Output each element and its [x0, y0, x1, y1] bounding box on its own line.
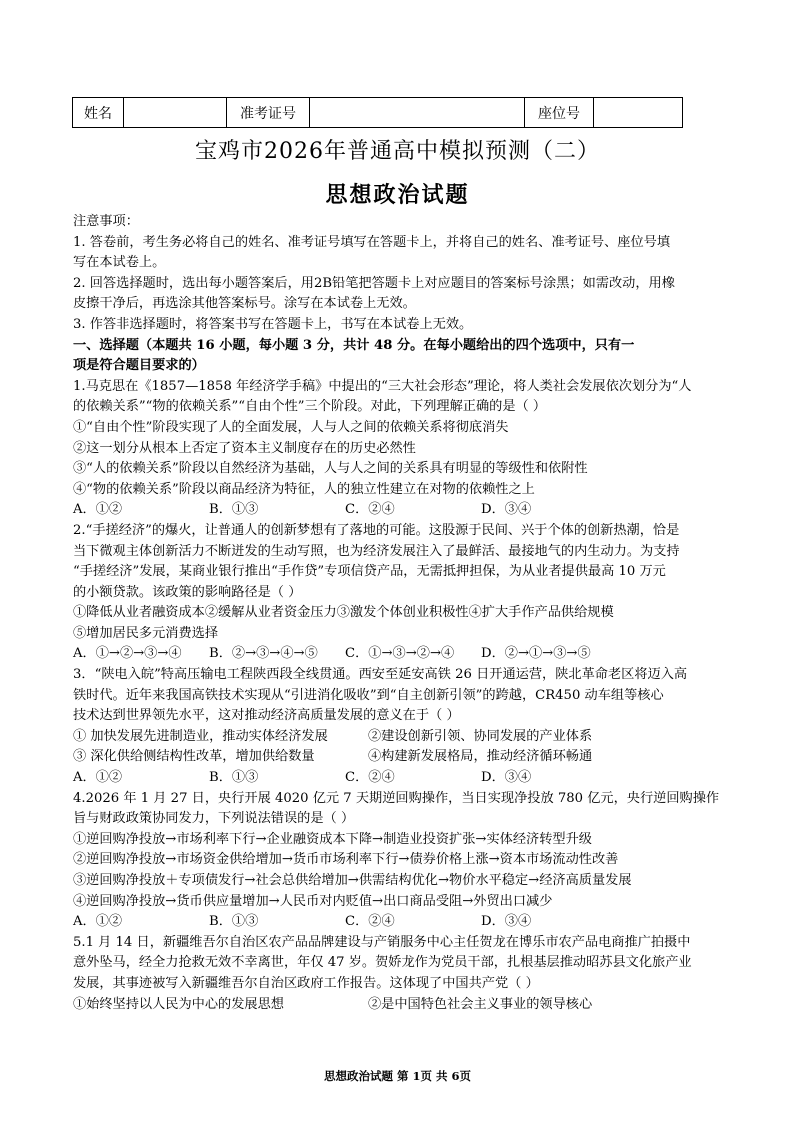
question-5-stem: 意外坠马，经全力抢救无效不幸离世，年仅 47 岁。贺娇龙作为党员干部，扎根基层推动昭苏县文化旅产业 — [73, 955, 692, 971]
option-c: C．②④ — [345, 914, 395, 930]
question-3-stem: 技术达到世界领先水平，这对推动经济高质量发展的意义在于（ ） — [73, 708, 460, 724]
seat-field[interactable] — [594, 98, 683, 128]
option-d: D．③④ — [481, 770, 532, 786]
question-1-statement: ④“物的依赖关系”阶段以商品经济为特征，人的独立性建立在对物的依赖性之上 — [73, 481, 535, 497]
option-b: B．②→③→④→⑤ — [209, 646, 318, 662]
notice-line: 3. 作答非选择题时，将答案书写在答题卡上，书写在本试卷上无效。 — [73, 316, 473, 332]
question-2-stem: 2.“手搓经济”的爆火，让普通人的创新梦想有了落地的可能。这股源于民间、兴于个体的创新热潮，恰是 — [73, 522, 680, 538]
exam-subtitle: 思想政治试题 — [325, 182, 470, 208]
question-1-stem: 1.马克思在《1857—1858 年经济学手稿》中提出的“三大社会形态”理论，将人类社会发展依次划分为“人 — [73, 378, 692, 394]
question-3-options — [73, 768, 723, 789]
question-4-statement: ②逆回购净投放→市场资金供给增加→货币市场利率下行→债券价格上涨→资本市场流动性改善 — [73, 852, 619, 868]
question-5-stem: 5.1 月 14 日，新疆维吾尔自治区农产品品牌建设与产销服务中心主任贺龙在博乐市农产品电商推广拍摄中 — [73, 934, 691, 950]
question-4-options — [73, 912, 723, 933]
section-heading: 一、选择题（本题共 16 小题，每小题 3 分，共计 48 分。在每小题给出的四个选项中，只有一 — [73, 337, 635, 353]
page-footer: 思想政治试题 第 1页 共 6页 — [323, 1069, 472, 1083]
question-4-statement: ③逆回购净投放＋专项债发行→社会总供给增加→供需结构优化→物价水平稳定→经济高质量发展 — [73, 873, 632, 888]
question-3-statements — [73, 727, 723, 748]
question-3-stem: 铁时代。近年来我国高铁技术实现从“引进消化吸收”到“自主创新引领”的跨越，CR450 动车组等核心 — [73, 687, 664, 703]
notice-line: 皮擦干净后，再选涂其他答案标号。涂写在本试卷上无效。 — [73, 296, 416, 312]
exam-id-label: 准考证号 — [227, 98, 310, 128]
option-d: D．②→①→③→⑤ — [481, 646, 591, 662]
notice-line: 2. 回答选择题时，选出每小题答案后，用2B铅笔把答题卡上对应题目的答案标号涂黑；如需改动，用橡 — [73, 275, 675, 291]
question-2-stem: 的小额贷款。该政策的影响路径是（ ） — [73, 584, 302, 600]
question-3-statements — [73, 747, 723, 768]
statement-1: ① 加快发展先进制造业，推动实体经济发展 — [73, 728, 328, 744]
candidate-info-table — [72, 97, 683, 128]
option-b: B．①③ — [209, 502, 259, 518]
statement-4: ④构建新发展格局，推动经济循环畅通 — [368, 749, 593, 765]
question-2-stem: 当下微观主体创新活力不断迸发的生动写照，也为经济发展注入了最鲜活、最接地气的内生动力。为支持 — [73, 543, 680, 559]
question-5-statements — [73, 995, 723, 1016]
option-a: A．①→②→③→④ — [73, 646, 182, 662]
question-4-stem: 4.2026 年 1 月 27 日，央行开展 4020 亿元 7 天期逆回购操作，当日实现净投放 780 亿元，央行逆回购操作 — [73, 790, 720, 806]
option-a: A．①② — [73, 914, 123, 930]
notice-heading: 注意事项： — [73, 214, 139, 229]
exam-title: 宝鸡市2026年普通高中模拟预测（二） — [195, 139, 600, 164]
name-label: 姓名 — [73, 98, 124, 128]
name-field[interactable] — [124, 98, 227, 128]
question-4-statement: ④逆回购净投放→货币供应量增加→人民币对内贬值→出口商品受阻→外贸出口减少 — [73, 893, 553, 909]
option-b: B．①③ — [209, 770, 259, 786]
question-2-stem: “手搓经济”发展，某商业银行推出“手作贷”专项信贷产品，无需抵押担保，为从业者提供最高 10 万元 — [73, 564, 666, 580]
option-d: D．③④ — [481, 914, 532, 930]
option-c: C．②④ — [345, 770, 395, 786]
question-1-stem: 的依赖关系”“物的依赖关系”“自由个性”三个阶段。对此，下列理解正确的是（ ） — [73, 399, 547, 415]
option-a: A．①② — [73, 770, 123, 786]
question-2-statement: ⑤增加居民多元消费选择 — [73, 625, 219, 641]
statement-2: ②是中国特色社会主义事业的领导核心 — [368, 996, 593, 1012]
question-2-statement: ①降低从业者融资成本②缓解从业者资金压力③激发个体创业积极性④扩大手作产品供给规模 — [73, 605, 614, 621]
statement-1: ①始终坚持以人民为中心的发展思想 — [73, 996, 284, 1012]
question-3-stem: 3．“陕电入皖”特高压输电工程陕西段全线贯通。西安至延安高铁 26 日开通运营，陕北革命老区将迈入高 — [73, 667, 688, 683]
exam-content — [73, 212, 723, 1015]
question-4-stem: 旨与财政政策协同发力，下列说法错误的是（ ） — [73, 811, 355, 827]
option-a: A．①② — [73, 502, 123, 518]
notice-line: 1. 答卷前，考生务必将自己的姓名、准考证号填写在答题卡上，并将自己的姓名、准考证号、座位号填 — [73, 234, 671, 250]
seat-label: 座位号 — [525, 98, 594, 128]
statement-3: ③ 深化供给侧结构性改革，增加供给数量 — [73, 749, 315, 765]
question-1-statement: ②这一划分从根本上否定了资本主义制度存在的历史必然性 — [73, 440, 416, 456]
question-1-options — [73, 500, 723, 521]
option-c: C．①→③→②→④ — [345, 646, 455, 662]
question-5-stem: 发展，其事迹被写入新疆维吾尔自治区政府工作报告。这体现了中国共产党（ ） — [73, 975, 539, 991]
question-1-statement: ③“人的依赖关系”阶段以自然经济为基础，人与人之间的关系具有明显的等级性和依附性 — [73, 461, 588, 477]
question-2-options — [73, 644, 723, 665]
option-d: D．③④ — [481, 502, 532, 518]
option-c: C．②④ — [345, 502, 395, 518]
option-b: B．①③ — [209, 914, 259, 930]
question-4-statement: ①逆回购净投放→市场利率下行→企业融资成本下降→制造业投资扩张→实体经济转型升级 — [73, 831, 592, 847]
question-1-statement: ①“自由个性”阶段实现了人的全面发展，人与人之间的依赖关系将彻底消失 — [73, 419, 509, 435]
exam-id-field[interactable] — [310, 98, 525, 128]
section-heading: 项是符合题目要求的） — [73, 358, 205, 374]
statement-2: ②建设创新引领、协同发展的产业体系 — [368, 728, 593, 744]
notice-line: 写在本试卷上。 — [73, 255, 166, 271]
